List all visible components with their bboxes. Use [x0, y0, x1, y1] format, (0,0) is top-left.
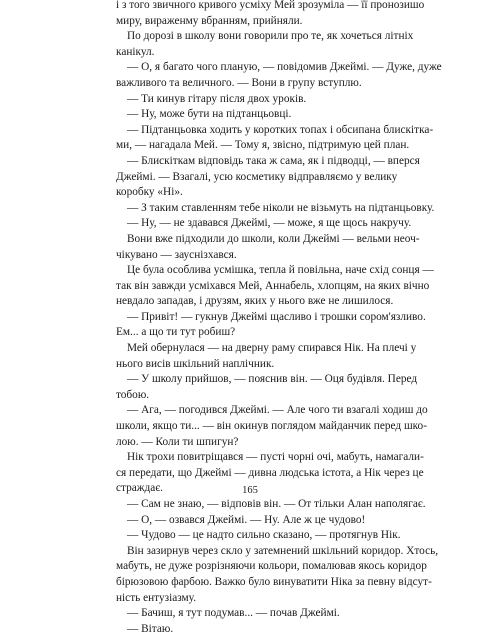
text-line: — Сам не знаю, — відповів він. — От тільки Алан наполягає.	[127, 498, 426, 510]
text-line: коробку «Ні».	[116, 186, 183, 199]
text-line: і з того звичного кривого усміху Мей зрозуміла — її пронозишо	[116, 0, 425, 11]
text-line: ми, — нагадала Мей. — Тому я, звісно, підтримую цей план.	[116, 139, 410, 152]
text-line: — Чудово — це надто сильно сказано, — протягнув Нік.	[127, 529, 401, 542]
page-number: 165	[242, 485, 258, 496]
text-line: канікул.	[116, 45, 155, 58]
text-line: нього висів шкільний наплічник.	[116, 357, 275, 370]
text-line: мабуть, не дуже розрізняючи кольори, помалював якось коридор	[116, 560, 427, 573]
text-line: — О, я багато чого планую, — повідомив Джеймі. — Дуже, дуже	[127, 61, 442, 74]
text-line: — Ага, — погодився Джеймі. — Але чого ти взагалі ходиш до	[127, 404, 428, 417]
text-line: ся передати, що Джеймі — дивна людська істота, а Нік через це	[116, 466, 424, 479]
text-line: так він завжди усміхався Мей, Аннабель, хлопцям, на яких вічно	[116, 279, 430, 292]
text-line: Це була особлива усмішка, тепла й повільна, наче схід сонця —	[127, 264, 434, 277]
text-line: — Вітаю.	[127, 622, 174, 635]
text-line: Нік трохи повитріщався — пусті чорні очі, мабуть, намагали-	[127, 451, 424, 464]
text-line: Джеймі. — Взагалі, усю косметику відправляємо у велику	[116, 170, 398, 183]
text-line: страждає.	[116, 482, 163, 495]
text-line: миру, вираженму вбранням, прийняли.	[116, 14, 303, 27]
body-text	[116, 0, 442, 637]
text-line: ність ентузіазму.	[116, 591, 197, 604]
text-line: Вони вже підходили до школи, коли Джеймі — вельми неоч-	[127, 232, 420, 245]
text-line: — Ну, може бути на підтанцьовці.	[127, 108, 292, 121]
text-line: лою. — Коли ти шпигун?	[116, 435, 239, 448]
text-line: — Ну, — не здавався Джеймі, — може, я ще щось накручу.	[127, 217, 412, 230]
text-line: чікувано — зауснізхався.	[116, 248, 237, 261]
text-line: По дорозі в школу вони говорили про те, як хочеться літніх	[127, 30, 414, 43]
text-line: тобою.	[116, 388, 150, 401]
text-line: — Бачиш, я тут подумав... — почав Джеймі.	[127, 607, 340, 620]
text-line: — Блискіткам відповідь така ж сама, як і підводці, — вперся	[127, 154, 420, 167]
text-line: школи, якщо ти... — він окинув поглядом майданчик перед шко-	[116, 420, 427, 433]
text-line: бірюзовою фарбою. Важко було винуватити Ніка за певну відсут-	[116, 575, 432, 588]
text-line: Ем... а що ти тут робиш?	[116, 326, 236, 339]
text-line: Він зазирнув через скло у затемнений шкільний коридор. Хтось,	[127, 544, 439, 557]
text-line: Мей обернулася — на дверну раму спирався Нік. На плечі у	[127, 342, 417, 355]
text-line: — Ти кинув гітару після двох уроків.	[127, 92, 307, 105]
text-line: — З таким ставленням тебе ніколи не візьмуть на підтанцьовку.	[127, 201, 435, 214]
text-line: — У школу прийшов, — пояснив він. — Оця будівля. Перед	[127, 373, 418, 386]
text-line: — Привіт! — гукнув Джеймі щасливо і трошки сором'язливо.	[127, 310, 426, 323]
text-line: — О, — озвався Джеймі. — Ну. Але ж це чудово!	[127, 513, 366, 526]
text-line: важливого та величного. — Вони в групу вступлю.	[116, 76, 362, 89]
text-line: — Підтанцьовка ходить у коротких топах і обсипана блискітка-	[127, 123, 434, 136]
text-line: невдало западав, і друзям, яких у нього вже не лишилося.	[116, 295, 394, 308]
